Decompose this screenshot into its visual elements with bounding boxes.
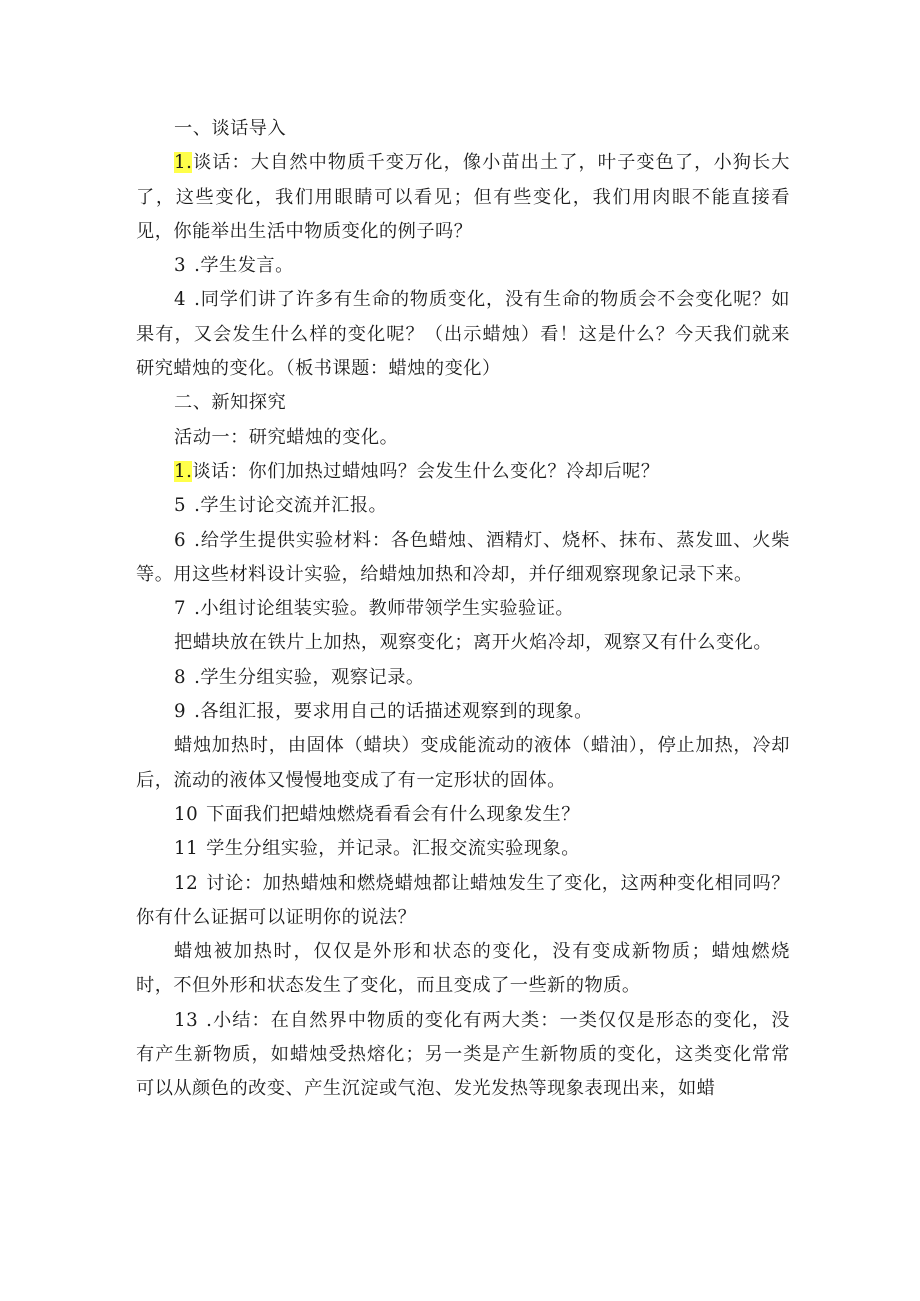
list-number: 6 — [174, 529, 187, 551]
paragraph — [136, 249, 790, 283]
list-number: 4 — [174, 289, 187, 311]
paragraph — [136, 661, 790, 695]
paragraph-text: 二、新知探究 — [174, 392, 287, 414]
paragraph-text: 蜡烛加热时，由固体（蜡块）变成能流动的液体（蜡油），停止加热，冷却后，流动的液体又慢慢地变成了有一定形状的固体。 — [136, 735, 790, 791]
paragraph — [136, 592, 790, 626]
list-number: 7 — [174, 598, 187, 620]
paragraph-text: .各组汇报，要求用自己的话描述观察到的现象。 — [194, 701, 593, 723]
paragraph — [136, 695, 790, 729]
paragraph-text: .同学们讲了许多有生命的物质变化，没有生命的物质会不会变化呢？如果有，又会发生什么样的变化呢？（出示蜡烛）看！这是什么？今天我们就来研究蜡烛的变化。（板书课题：蜡烛的变化） — [136, 289, 790, 380]
paragraph — [136, 626, 790, 660]
list-number: 11 — [174, 838, 199, 860]
section-heading — [136, 112, 790, 146]
list-number: 10 — [174, 803, 199, 825]
paragraph — [136, 935, 790, 1004]
paragraph-text: .学生发言。 — [194, 255, 294, 277]
paragraph — [136, 455, 790, 489]
paragraph-text: .小组讨论组装实验。教师带领学生实验验证。 — [194, 598, 575, 620]
paragraph-text: 活动一：研究蜡烛的变化。 — [174, 426, 399, 448]
document-body — [136, 112, 790, 1107]
paragraph — [136, 798, 790, 832]
list-number: 13 — [174, 1009, 199, 1031]
paragraph-text: 学生分组实验，并记录。汇报交流实验现象。 — [206, 838, 580, 860]
paragraph — [136, 489, 790, 523]
highlighted-number: 1. — [174, 460, 193, 482]
paragraph-text: 蜡烛被加热时，仅仅是外形和状态的变化，没有变成新物质；蜡烛燃烧时，不但外形和状态发生了变化，而且变成了一些新的物质。 — [136, 941, 790, 997]
list-number: 9 — [174, 701, 187, 723]
list-number: 8 — [174, 666, 187, 688]
paragraph-text: 谈话：大自然中物质千变万化，像小苗出土了，叶子变色了，小狗长大了，这些变化，我们用眼睛可以看见；但有些变化，我们用肉眼不能直接看见，你能举出生活中物质变化的例子吗？ — [136, 152, 790, 242]
paragraph-text: .给学生提供实验材料：各色蜡烛、酒精灯、烧杯、抹布、蒸发皿、火柴等。用这些材料设计实验，给蜡烛加热和冷却，并仔细观察现象记录下来。 — [136, 529, 790, 585]
paragraph-text: 把蜡块放在铁片上加热，观察变化；离开火焰冷却，观察又有什么变化。 — [174, 632, 773, 654]
section-heading — [136, 386, 790, 420]
paragraph — [136, 832, 790, 866]
paragraph — [136, 524, 790, 593]
paragraph — [136, 867, 790, 936]
paragraph-text: .学生讨论交流并汇报。 — [194, 495, 388, 517]
list-number: 12 — [174, 872, 199, 894]
paragraph-text: 讨论：加热蜡烛和燃烧蜡烛都让蜡烛发生了变化，这两种变化相同吗？你有什么证据可以证明你的说法？ — [136, 872, 790, 928]
paragraph-text: 谈话：你们加热过蜡烛吗？会发生什么变化？冷却后呢？ — [192, 460, 660, 482]
paragraph — [136, 146, 790, 249]
paragraph — [136, 283, 790, 386]
paragraph — [136, 1004, 790, 1107]
paragraph-text: 一、谈话导入 — [174, 118, 287, 139]
paragraph-text: .学生分组实验，观察记录。 — [194, 666, 425, 688]
activity-heading — [136, 421, 790, 455]
paragraph — [136, 729, 790, 798]
list-number: 3 — [174, 255, 187, 277]
list-number: 5 — [174, 495, 187, 517]
paragraph-text: .小结：在自然界中物质的变化有两大类：一类仅仅是形态的变化，没有产生新物质，如蜡烛受热熔化；另一类是产生新物质的变化，这类变化常常可以从颜色的改变、产生沉淀或气泡、发光发热等现象表现出来，如蜡 — [136, 1009, 790, 1100]
paragraph-text: 下面我们把蜡烛燃烧看看会有什么现象发生？ — [206, 803, 580, 825]
highlighted-number: 1. — [174, 152, 193, 174]
